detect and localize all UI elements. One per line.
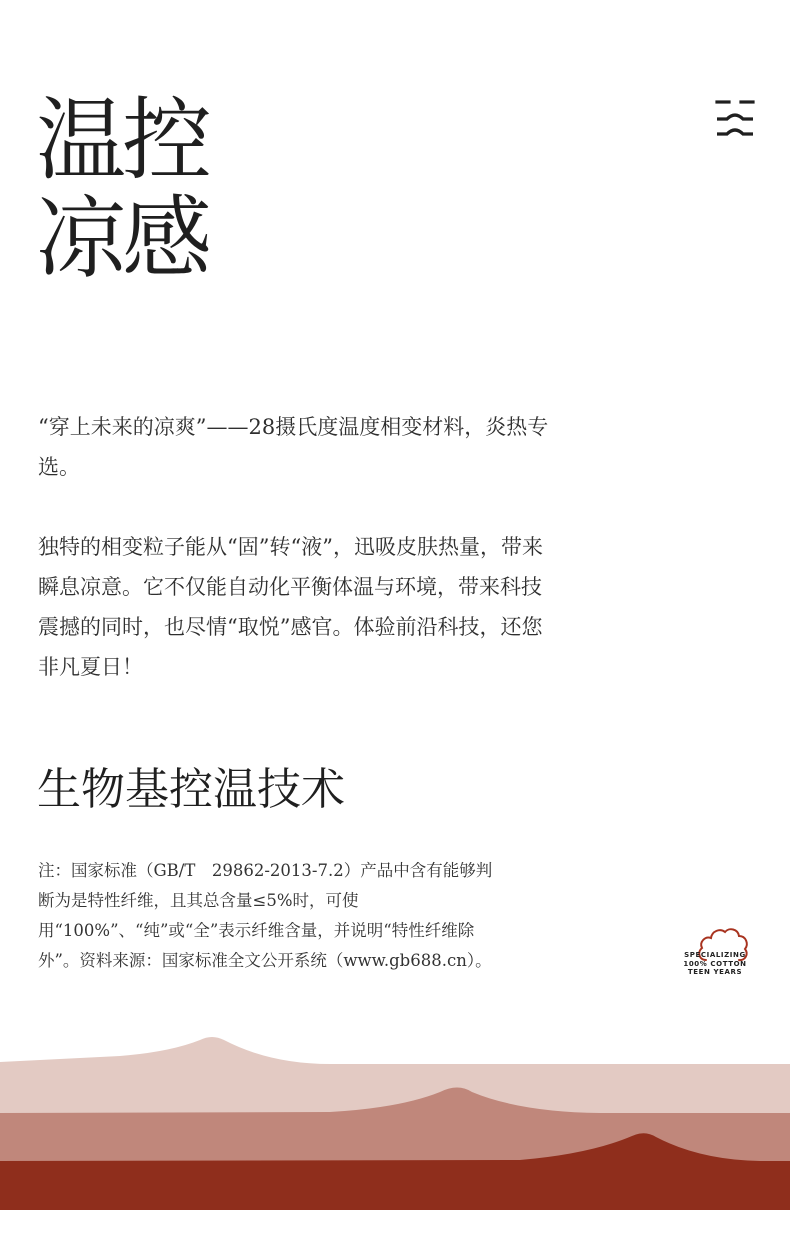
standard-note: 注：国家标准（GB/T 29862-2013-7.2）产品中含有能够判断为是特性纤维，且其总含量≤5%时，可使用“100%”、“纯”或“全”表示纤维含量，并说明“特性纤维除外”。资料来源：国家标准全文公开系统（www.gb688.cn）。 [38, 861, 493, 970]
title-line-1: 温控 [36, 88, 208, 193]
badge-line-3: TEEN YEARS [687, 968, 743, 976]
badge-line-1: SPECIALIZING [684, 951, 746, 959]
intro-paragraph-2: 独特的相变粒子能从“固”转“液”，迅吸皮肤热量，带来瞬息凉意。它不仅能自动化平衡体温与环境，带来科技震撼的同时，也尽情“取悦”感官。体验前沿科技，还您非凡夏日！ [38, 535, 543, 679]
title-line-2: 凉感 [36, 186, 208, 291]
page-title [36, 88, 256, 291]
badge-text [672, 951, 758, 977]
cotton-badge [672, 926, 758, 978]
badge-line-2: 100% COTTON [683, 959, 747, 968]
section-heading: 生物基控温技术 [37, 764, 345, 815]
intro-paragraph-1: “穿上未来的凉爽”——28摄氏度温度相变材料，炎热专选。 [38, 415, 549, 479]
decorative-hills [0, 1030, 790, 1210]
wave-lines-logo-icon [714, 99, 756, 137]
